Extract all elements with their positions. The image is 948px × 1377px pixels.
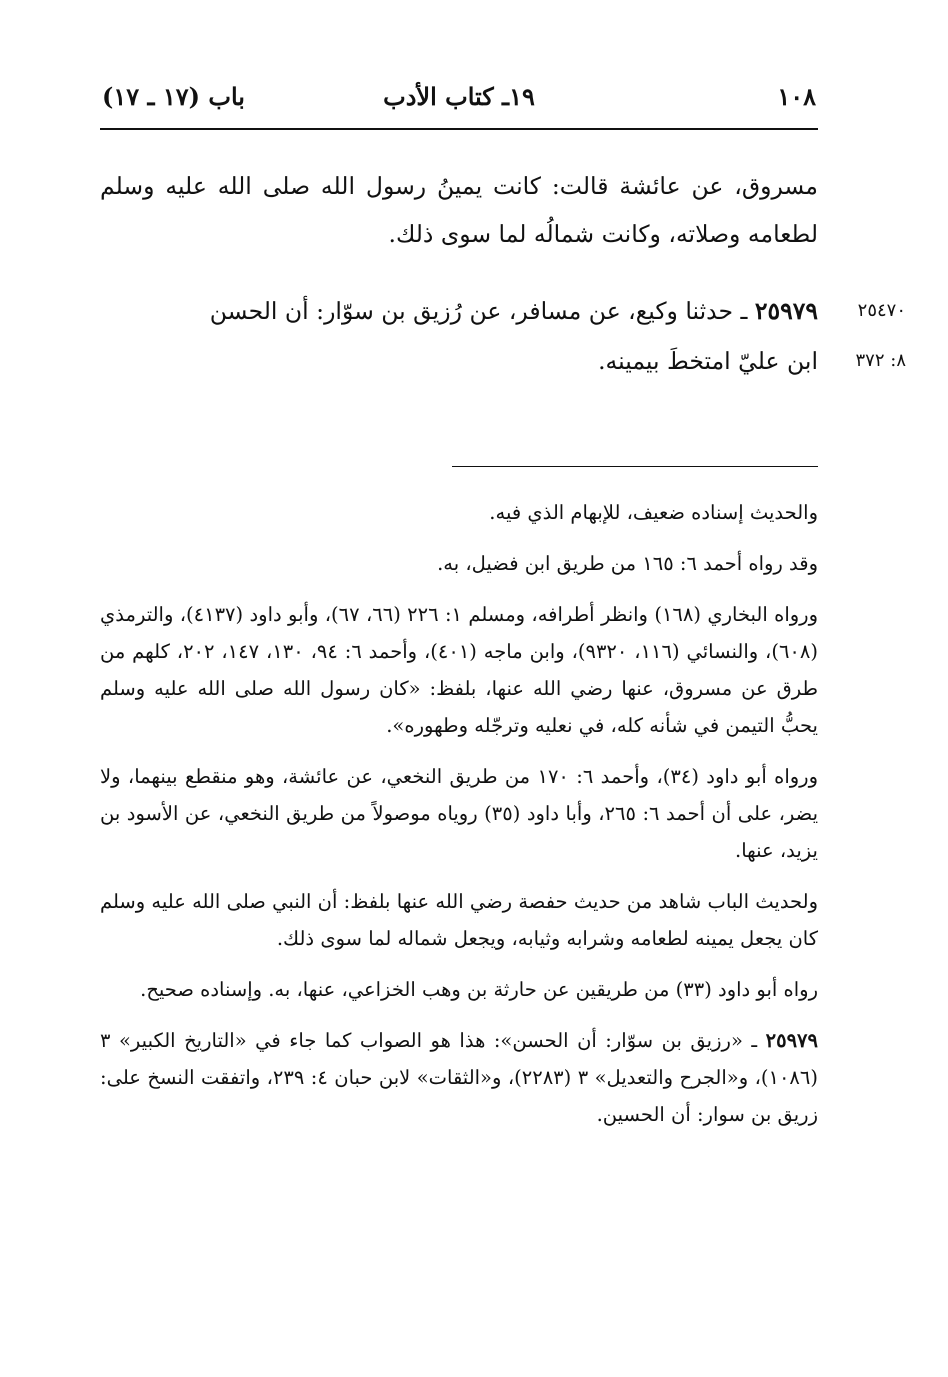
footnote-paragraph <box>100 1022 818 1133</box>
footnote-paragraph: رواه أبو داود (٣٣) من طريقين عن حارثة بن وهب الخزاعي، عنها، به. وإسناده صحيح. <box>140 978 818 1001</box>
chapter-title: ١٩ـ كتاب الأدب <box>383 82 535 111</box>
footnote-paragraph: والحديث إسناده ضعيف، للإبهام الذي فيه. <box>489 501 818 524</box>
header-rule <box>100 128 818 130</box>
footnote-separator <box>452 466 818 467</box>
page-number: ١٠٨ <box>777 82 816 111</box>
hadith-text-line-2: ابن عليّ امتخطَ بيمينه. <box>598 347 818 375</box>
hadith-entry <box>100 286 818 386</box>
footnote-number: ٢٥٩٧٩ <box>765 1029 818 1052</box>
footnote-text: ـ «رزيق بن سوّار: أن الحسن»: هذا هو الصواب كما جاء في «التاريخ الكبير» ٣ (١٠٨٦)، و«الجرح والتعديل» ٣ (٢٢٨٣)، و«الثقات» لابن حبان ٤: ٢٣٩، واتفقت النسخ على: زريق بن سوار: أن الحسين. <box>100 1029 818 1126</box>
page-header <box>100 82 818 122</box>
margin-reference: ٢٥٤٧٠ <box>857 300 906 321</box>
footnote-paragraph: ولحديث الباب شاهد من حديث حفصة رضي الله عنها بلفظ: أن النبي صلى الله عليه وسلم كان يجعل يمينه لطعامه وشرابه وثيابه، ويجعل شماله لما سوى ذلك. <box>100 890 818 950</box>
continuation-paragraph: مسروق، عن عائشة قالت: كانت يمينُ رسول الله صلى الله عليه وسلم لطعامه وصلاته، وكانت شمالُه لما سوى ذلك. <box>100 172 818 248</box>
footnote-paragraph: ورواه البخاري (١٦٨) وانظر أطرافه، ومسلم ١: ٢٢٦ (٦٦، ٦٧)، وأبو داود (٤١٣٧)، والترمذي (٦٠٨)، والنسائي (١١٦، ٩٣٢٠)، وابن ماجه (٤٠١)، وأحمد ٦: ٩٤، ١٣٠، ١٤٧، ٢٠٢، كلهم من طرق عن مسروق، عنها رضي الله عنها، بلفظ: «كان رسول الله صلى الله عليه وسلم يحبُّ التيمن في شأنه كله، في نعليه وترجّله وطهوره». <box>100 603 819 737</box>
hadith-number: ٢٥٩٧٩ <box>754 297 818 325</box>
footnotes <box>100 494 818 1147</box>
hadith-text-line-1: ـ حدثنا وكيع، عن مسافر، عن رُزيق بن سوّار: أن الحسن <box>209 297 748 325</box>
margin-reference: ٨: ٣٧٢ <box>855 350 906 371</box>
footnote-paragraph: ورواه أبو داود (٣٤)، وأحمد ٦: ١٧٠ من طريق النخعي، عن عائشة، وهو منقطع بينهما، ولا يضر، على أن أحمد ٦: ٢٦٥، وأبا داود (٣٥) روياه موصولاً من طريق النخعي، عن الأسود بن يزيد، عنها. <box>100 765 819 862</box>
footnote-paragraph: وقد رواه أحمد ٦: ١٦٥ من طريق ابن فضيل، به. <box>437 552 818 575</box>
bab-label: باب (١٧ ـ ١٧) <box>102 82 245 111</box>
hadith-line-2 <box>100 336 818 386</box>
hadith-line-1 <box>100 286 818 336</box>
